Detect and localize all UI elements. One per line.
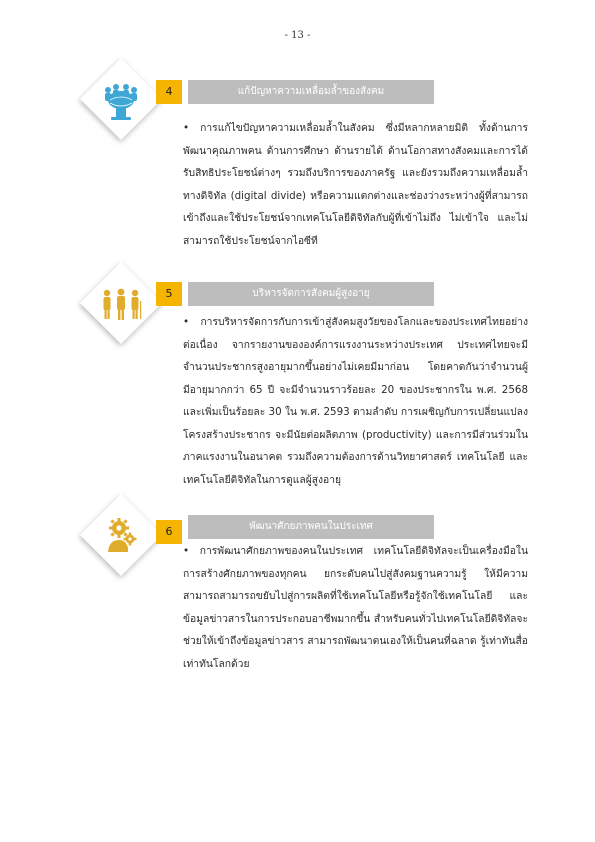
elderly-people-icon [86, 268, 156, 338]
section-number: 6 [156, 520, 182, 544]
section-body: • การแก้ไขปัญหาความเหลื่อมล้ำในสังคม ซึ่งมีหลากหลายมิติ ทั้งด้านการพัฒนาคุณภาพคน ด้านการศึกษา ด้านรายได้ ด้านโอกาสทางสังคมและการได้รับสิทธิประโยชน์ต่างๆ รวมถึงบริการของภาครัฐ และยังรวมถึงความเหลื่อมล้ำทางดิจิทัล (digital divide) หรือความแตกต่างและช่องว่างระหว่างผู้ที่สามารถเข้าถึงและใช้ประโยชน์จากเทคโนโลยีดิจิทัลกับผู้ที่เข้าไม่ถึง ไม่เข้าใจ และไม่สามารถใช้ประโยชน์จากไอซีที [183, 122, 528, 247]
globe-people-icon [86, 64, 156, 134]
section-body: • การพัฒนาศักยภาพของคนในประเทศ เทคโนโลยีดิจิทัลจะเป็นเครื่องมือในการสร้างศักยภาพของทุกคน ยกระดับคนไปสู่สังคมฐานความรู้ ให้มีความสามารถสามารถขยับไปสู่การผลิตที่ใช้เทคโนโลยีหรือรู้จักใช้เทคโนโลยี และข้อมูลข่าวสารในการประกอบอาชีพมากขึ้น สำหรับคนทั่วไปเทคโนโลยีดิจิทัลจะช่วยให้เข้าถึงข้อมูลข่าวสาร สามารถพัฒนาตนเองให้เป็นคนที่ฉลาด รู้เท่าทันสื่อ เท่าทันโลกด้วย [183, 545, 528, 670]
section-title: แก้ปัญหาความเหลื่อมล้ำของสังคม [188, 80, 434, 104]
section-number: 4 [156, 80, 182, 104]
section-body: • การบริหารจัดการกับการเข้าสู่สังคมสูงวัยของโลกและของประเทศไทยอย่างต่อเนื่อง จากรายงานขององค์การแรงงานระหว่างประเทศ ประเทศไทยจะมีจำนวนประชากรสูงอายุมากขึ้นอย่างไม่เคยมีมาก่อน โดยคาดกันว่าจำนวนผู้มีอายุมากกว่า 65 ปี จะมีจำนวนราวร้อยละ 20 ของประชากรใน พ.ศ. 2568 และเพิ่มเป็นร้อยละ 30 ใน พ.ศ. 2593 ตามลำดับ การเผชิญกับการเปลี่ยนแปลงโครงสร้างประชากร จะมีนัยต่อผลิตภาพ (productivity) และการมีส่วนร่วมในภาคแรงงานในอนาคต รวมถึงความต้องการด้านวิทยาศาสตร์ เทคโนโลยี และเทคโนโลยีดิจิทัลในการดูแลผู้สูงอายุ [183, 316, 528, 486]
section-title: บริหารจัดการสังคมผู้สูงอายุ [188, 282, 434, 306]
section-number: 5 [156, 282, 182, 306]
section-title: พัฒนาศักยภาพคนในประเทศ [188, 515, 434, 539]
page-number: - 13 - [284, 30, 311, 41]
gears-head-icon [86, 500, 156, 570]
